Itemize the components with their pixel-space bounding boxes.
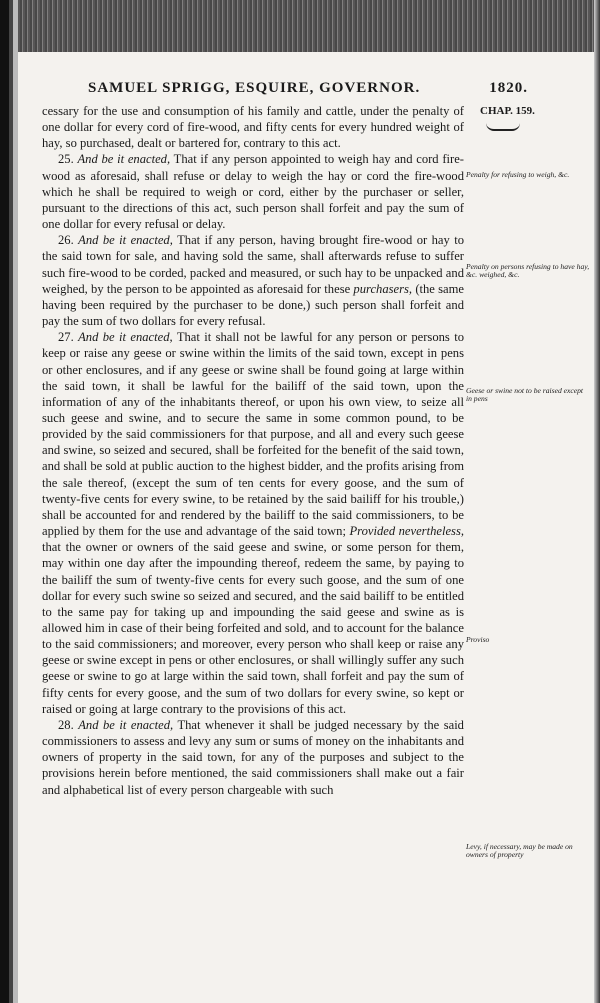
enacting-clause: And be it enacted, bbox=[77, 152, 171, 167]
note-proviso: Proviso bbox=[466, 635, 490, 644]
note-section-25: Penalty for refusing to weigh, &c. bbox=[466, 170, 570, 179]
section-number: 26. bbox=[58, 233, 74, 248]
section-25 bbox=[42, 151, 464, 232]
section-text: That whenever it shall be judged necessary by the said commissioners to assess and levy any sum or sums of money on the inhabitants and owners of property in the said town, for any of the purposes and subject to the provisions herein before mentioned, the said commissioners shall make out a fair and alphabetical list of every person chargeable with such bbox=[42, 717, 464, 797]
enacting-clause: And be it enacted, bbox=[78, 330, 173, 345]
margin-notes bbox=[466, 103, 590, 1003]
section-text: That it shall not be lawful for any person or persons to keep or raise any geese or swine within the limits of the said town, except in pens or other enclosures, and if any geese or swine shall be found going at large within the said town, it shall be lawful for the bailiff of the said town, upon the information of any of the inhabitants thereof, or upon his own view, to seize all such geese and swine, and to secure the same in some common pound, to be provided by the said commissioners for that purpose, and all and every such geese and swine, so seized and secured, shall be forfeited for the benefit of the said town, and shall be sold at public auction to the highest bidder, and the profits arising from the sale thereof, (except the sum of ten cents for every goose, and the sum of twenty-five cents for every swine, to be retained by the said bailiff for his trouble,) shall be accounted for and rendered by the bailiff to the said commissioners, to be applied by them for the use and advantage of the said town; bbox=[42, 330, 464, 539]
section-text: That if any person, having brought fire-wood or hay to the said town for sale, and having sold the same, shall afterwards refuse to suffer such fire-wood to be corded, packed and measured, or such hay to be unpacked and weighed, by the person to be appointed as aforesaid for these bbox=[42, 233, 465, 296]
chapter-label: CHAP. 159. bbox=[480, 105, 535, 117]
paragraph-continued: cessary for the use and consumption of his family and cattle, under the penalty of one dollar for every cord of fire-wood, and fifty cents for every hundred weight of hay, so purchased, dealt or bartered for, contrary to this act. bbox=[42, 104, 464, 151]
note-section-28: Levy, if necessary, may be made on owners of property bbox=[466, 842, 573, 860]
italic-term: purchasers, bbox=[353, 281, 413, 296]
page-top-shadow bbox=[0, 0, 600, 52]
section-number: 25. bbox=[58, 152, 74, 167]
page-right-edge bbox=[594, 0, 600, 1003]
section-26 bbox=[42, 232, 464, 329]
section-number: 27. bbox=[58, 330, 74, 345]
enacting-clause: And be it enacted, bbox=[78, 233, 173, 248]
header-title: SAMUEL SPRIGG, ESQUIRE, GOVERNOR. bbox=[88, 80, 421, 96]
section-27 bbox=[42, 329, 464, 717]
section-text-cont: that the owner or owners of the said geese and swine, or some person for them, may within one day after the impounding thereof, redeem the same, by paying to the bailiff the sum of twenty-five cents for every such goose, and the sum of one dollar for every such swine so seized and secured, and the said bailiff to be entitled to the same pay for taking up and impounding the said geese and swine as is allowed him in case of their being forfeited and sold, and to account for the balance to the said commissioners; and moreover, every person who shall keep or raise any geese or swine except in pens or other enclosures, or shall willingly suffer any such geese or swine to go at large within the said town, shall forfeit and pay the sum of fifty cents for every goose, and the sum of two dollars for every swine, so kept or raised or going at large contrary to the provisions of this act. bbox=[42, 540, 464, 716]
proviso-clause: Provided nevertheless, bbox=[349, 524, 464, 539]
note-section-27: Geese or swine not to be raised except in pens bbox=[466, 386, 584, 404]
note-section-26: Penalty on persons refusing to have hay, &c. weighed, &c. bbox=[466, 262, 590, 280]
section-text: That if any person appointed to weigh hay and cord fire-wood as aforesaid, shall refuse or delay to weigh the hay or cord the fire-wood which he shall be required to weigh or cord, either by the purchaser or seller, pursuant to the directions of this act, such person shall forfeit and pay the sum of one dollar for every refusal or delay. bbox=[42, 152, 464, 232]
brace-mark bbox=[486, 123, 520, 131]
section-text-cont: (the same having been required by the purchaser to be done,) such person shall forfeit and pay the sum of two dollars for every refusal. bbox=[42, 281, 464, 329]
binding-gutter bbox=[0, 0, 18, 1003]
header-year: 1820. bbox=[489, 80, 528, 96]
running-header bbox=[88, 80, 528, 102]
enacting-clause: And be it enacted, bbox=[78, 717, 174, 732]
section-number: 28. bbox=[58, 717, 74, 732]
section-28 bbox=[42, 717, 464, 798]
statute-text bbox=[42, 103, 464, 798]
